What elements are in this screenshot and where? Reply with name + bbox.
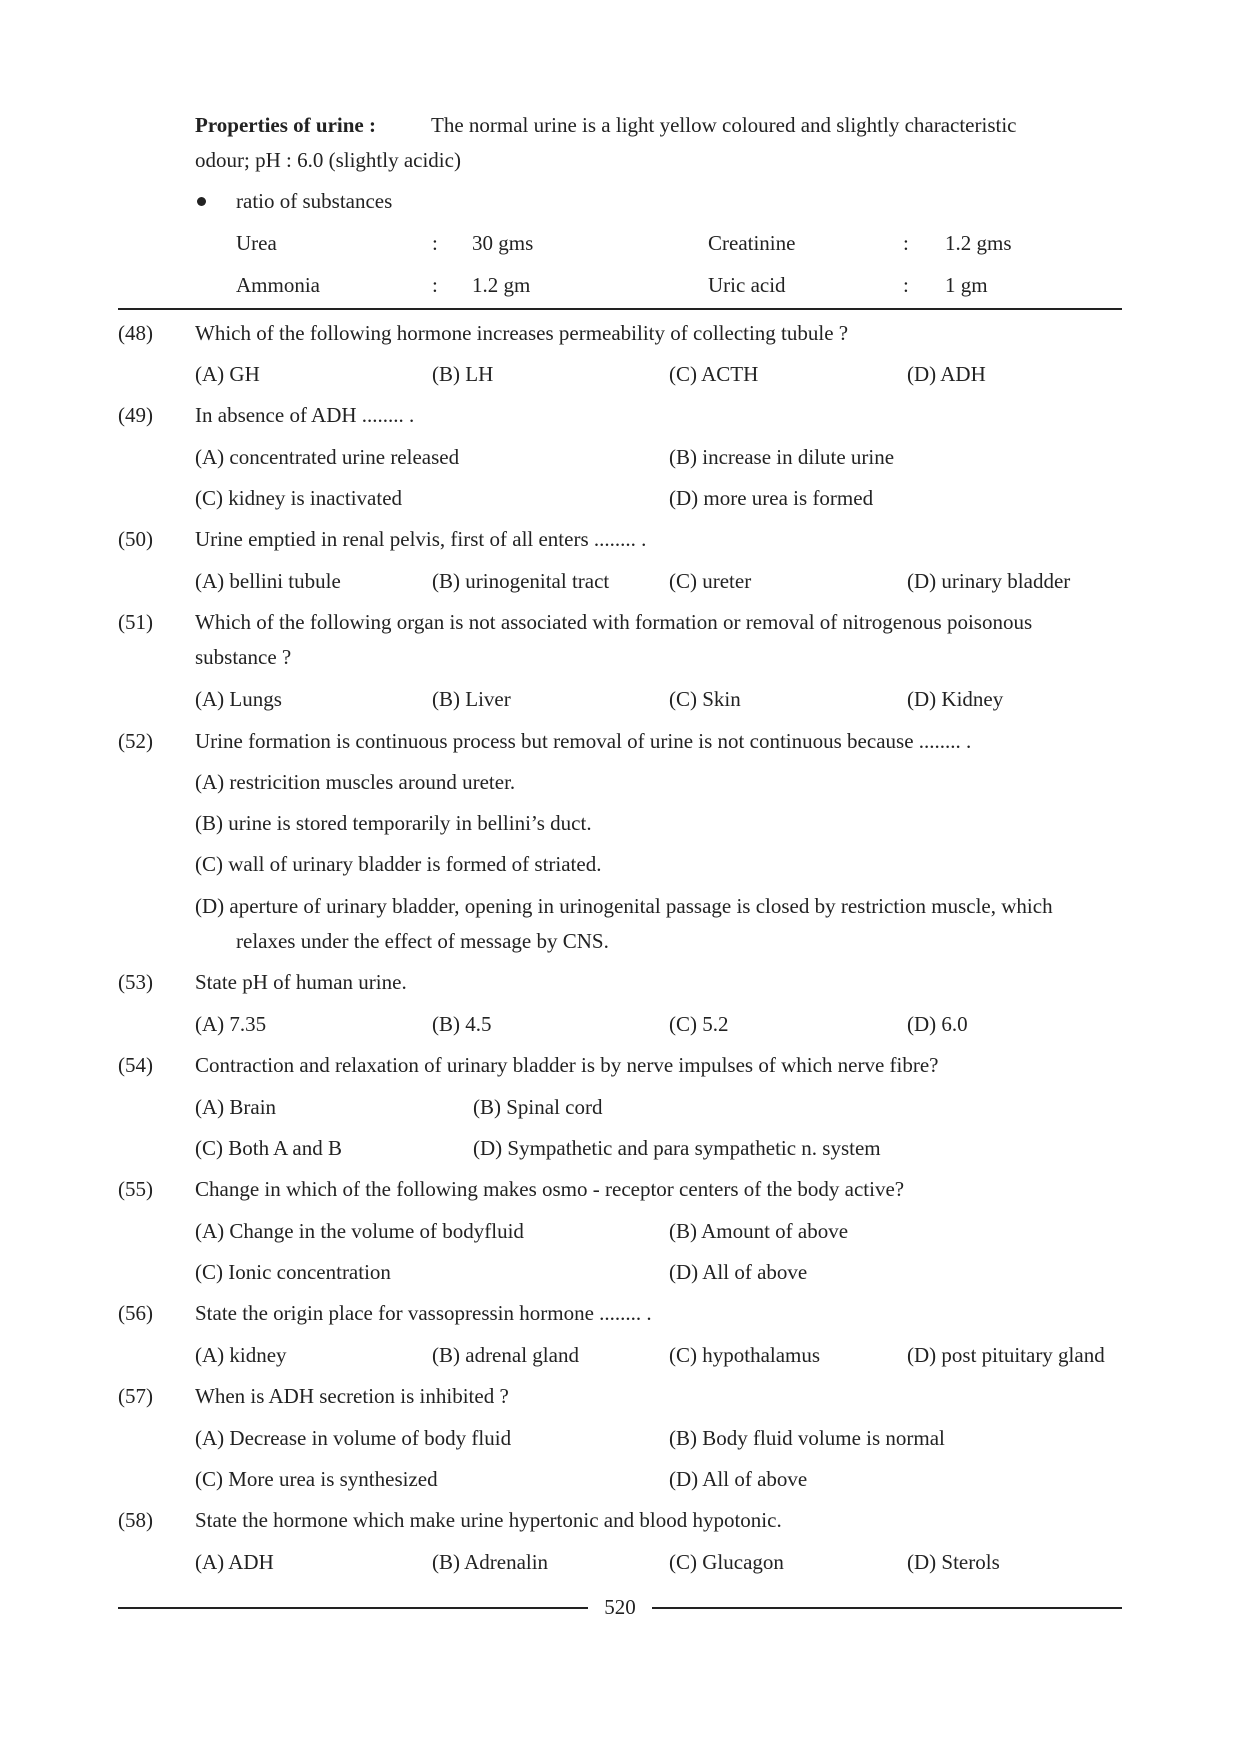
ratio-name: Uric acid xyxy=(708,273,786,297)
question-number: (52) xyxy=(118,729,153,753)
option-c: (C) More urea is synthesized xyxy=(195,1467,438,1491)
option-a: (A) GH xyxy=(195,362,260,386)
properties-heading: Properties of urine : xyxy=(195,113,376,137)
question-text: State the origin place for vassopressin hormone ........ . xyxy=(195,1301,652,1325)
bullet-text: ratio of substances xyxy=(236,189,393,213)
question-text: Urine formation is continuous process but removal of urine is not continuous because ........ . xyxy=(195,729,972,753)
ratio-separator: : xyxy=(903,231,909,255)
question-text: In absence of ADH ........ . xyxy=(195,403,415,427)
option-b: (B) Body fluid volume is normal xyxy=(669,1426,945,1450)
option-a: (A) 7.35 xyxy=(195,1012,267,1036)
option-c: (C) Both A and B xyxy=(195,1136,343,1160)
question-number: (49) xyxy=(118,403,153,427)
option-b: (B) 4.5 xyxy=(432,1012,492,1036)
option-b: (B) urinogenital tract xyxy=(432,569,610,593)
question-text: Change in which of the following makes osmo - receptor centers of the body active? xyxy=(195,1177,905,1201)
option-c: (C) Ionic concentration xyxy=(195,1260,391,1284)
ratio-separator: : xyxy=(432,231,438,255)
option-a: (A) ADH xyxy=(195,1550,274,1574)
option-d: (D) Kidney xyxy=(907,687,1004,711)
option-d: (D) Sterols xyxy=(907,1550,1000,1574)
option-b: (B) adrenal gland xyxy=(432,1343,579,1367)
option-a: (A) bellini tubule xyxy=(195,569,341,593)
question-text: State pH of human urine. xyxy=(195,970,407,994)
question-text: State the hormone which make urine hypertonic and blood hypotonic. xyxy=(195,1508,782,1532)
option-d: (D) more urea is formed xyxy=(669,486,874,510)
ratio-value: 1.2 gm xyxy=(472,273,531,297)
option-b: (B) urine is stored temporarily in bellini’s duct. xyxy=(195,811,592,835)
option-b: (B) Spinal cord xyxy=(473,1095,603,1119)
option-d: (D) All of above xyxy=(669,1467,808,1491)
option-b: (B) Amount of above xyxy=(669,1219,849,1243)
option-d: (D) aperture of urinary bladder, opening in urinogenital passage is closed by restriction muscle, which xyxy=(195,894,1053,918)
option-b: (B) increase in dilute urine xyxy=(669,445,895,469)
ratio-name: Ammonia xyxy=(236,273,320,297)
option-c: (C) ACTH xyxy=(669,362,759,386)
option-d: (D) Sympathetic and para sympathetic n. system xyxy=(473,1136,881,1160)
option-c: (C) Glucagon xyxy=(669,1550,784,1574)
option-a: (A) Brain xyxy=(195,1095,277,1119)
ratio-name: Urea xyxy=(236,231,277,255)
footer-rule-right xyxy=(652,1607,1122,1609)
ratio-value: 1 gm xyxy=(945,273,988,297)
option-d: (D) All of above xyxy=(669,1260,808,1284)
ratio-separator: : xyxy=(903,273,909,297)
bullet-icon xyxy=(197,197,206,206)
option-c: (C) ureter xyxy=(669,569,752,593)
properties-line-2: odour; pH : 6.0 (slightly acidic) xyxy=(195,148,461,172)
option-b: (B) Adrenalin xyxy=(432,1550,549,1574)
option-d: (D) ADH xyxy=(907,362,986,386)
option-c: (C) Skin xyxy=(669,687,741,711)
ratio-value: 1.2 gms xyxy=(945,231,1012,255)
option-d: (D) urinary bladder xyxy=(907,569,1071,593)
option-d: (D) 6.0 xyxy=(907,1012,968,1036)
option-a: (A) restricition muscles around ureter. xyxy=(195,770,516,794)
option-a: (A) Change in the volume of bodyfluid xyxy=(195,1219,524,1243)
page-number: 520 xyxy=(604,1595,636,1619)
option-a: (A) kidney xyxy=(195,1343,287,1367)
properties-line-1: The normal urine is a light yellow coloured and slightly characteristic xyxy=(431,113,1017,137)
question-text: Which of the following hormone increases permeability of collecting tubule ? xyxy=(195,321,849,345)
question-text: When is ADH secretion is inhibited ? xyxy=(195,1384,509,1408)
question-text: Urine emptied in renal pelvis, first of all enters ........ . xyxy=(195,527,647,551)
ratio-value: 30 gms xyxy=(472,231,534,255)
question-text-line-2: substance ? xyxy=(195,645,292,669)
question-number: (50) xyxy=(118,527,153,551)
question-number: (53) xyxy=(118,970,153,994)
question-number: (51) xyxy=(118,610,153,634)
question-text: Contraction and relaxation of urinary bladder is by nerve impulses of which nerve fibre? xyxy=(195,1053,939,1077)
option-c: (C) kidney is inactivated xyxy=(195,486,403,510)
option-a: (A) Lungs xyxy=(195,687,282,711)
option-b: (B) Liver xyxy=(432,687,511,711)
option-a: (A) Decrease in volume of body fluid xyxy=(195,1426,512,1450)
question-number: (55) xyxy=(118,1177,153,1201)
option-d-line-2: relaxes under the effect of message by CNS. xyxy=(236,929,609,953)
option-c: (C) wall of urinary bladder is formed of striated. xyxy=(195,852,602,876)
ratio-name: Creatinine xyxy=(708,231,796,255)
option-a: (A) concentrated urine released xyxy=(195,445,460,469)
question-number: (48) xyxy=(118,321,153,345)
footer-rule-left xyxy=(118,1607,588,1609)
question-text-line-1: Which of the following organ is not associated with formation or removal of nitrogenous poisonous xyxy=(195,610,1033,634)
option-c: (C) 5.2 xyxy=(669,1012,729,1036)
question-number: (54) xyxy=(118,1053,153,1077)
question-number: (56) xyxy=(118,1301,153,1325)
option-c: (C) hypothalamus xyxy=(669,1343,821,1367)
ratio-separator: : xyxy=(432,273,438,297)
question-number: (57) xyxy=(118,1384,153,1408)
option-d: (D) post pituitary gland xyxy=(907,1343,1105,1367)
option-b: (B) LH xyxy=(432,362,494,386)
section-divider xyxy=(118,308,1122,310)
question-number: (58) xyxy=(118,1508,153,1532)
